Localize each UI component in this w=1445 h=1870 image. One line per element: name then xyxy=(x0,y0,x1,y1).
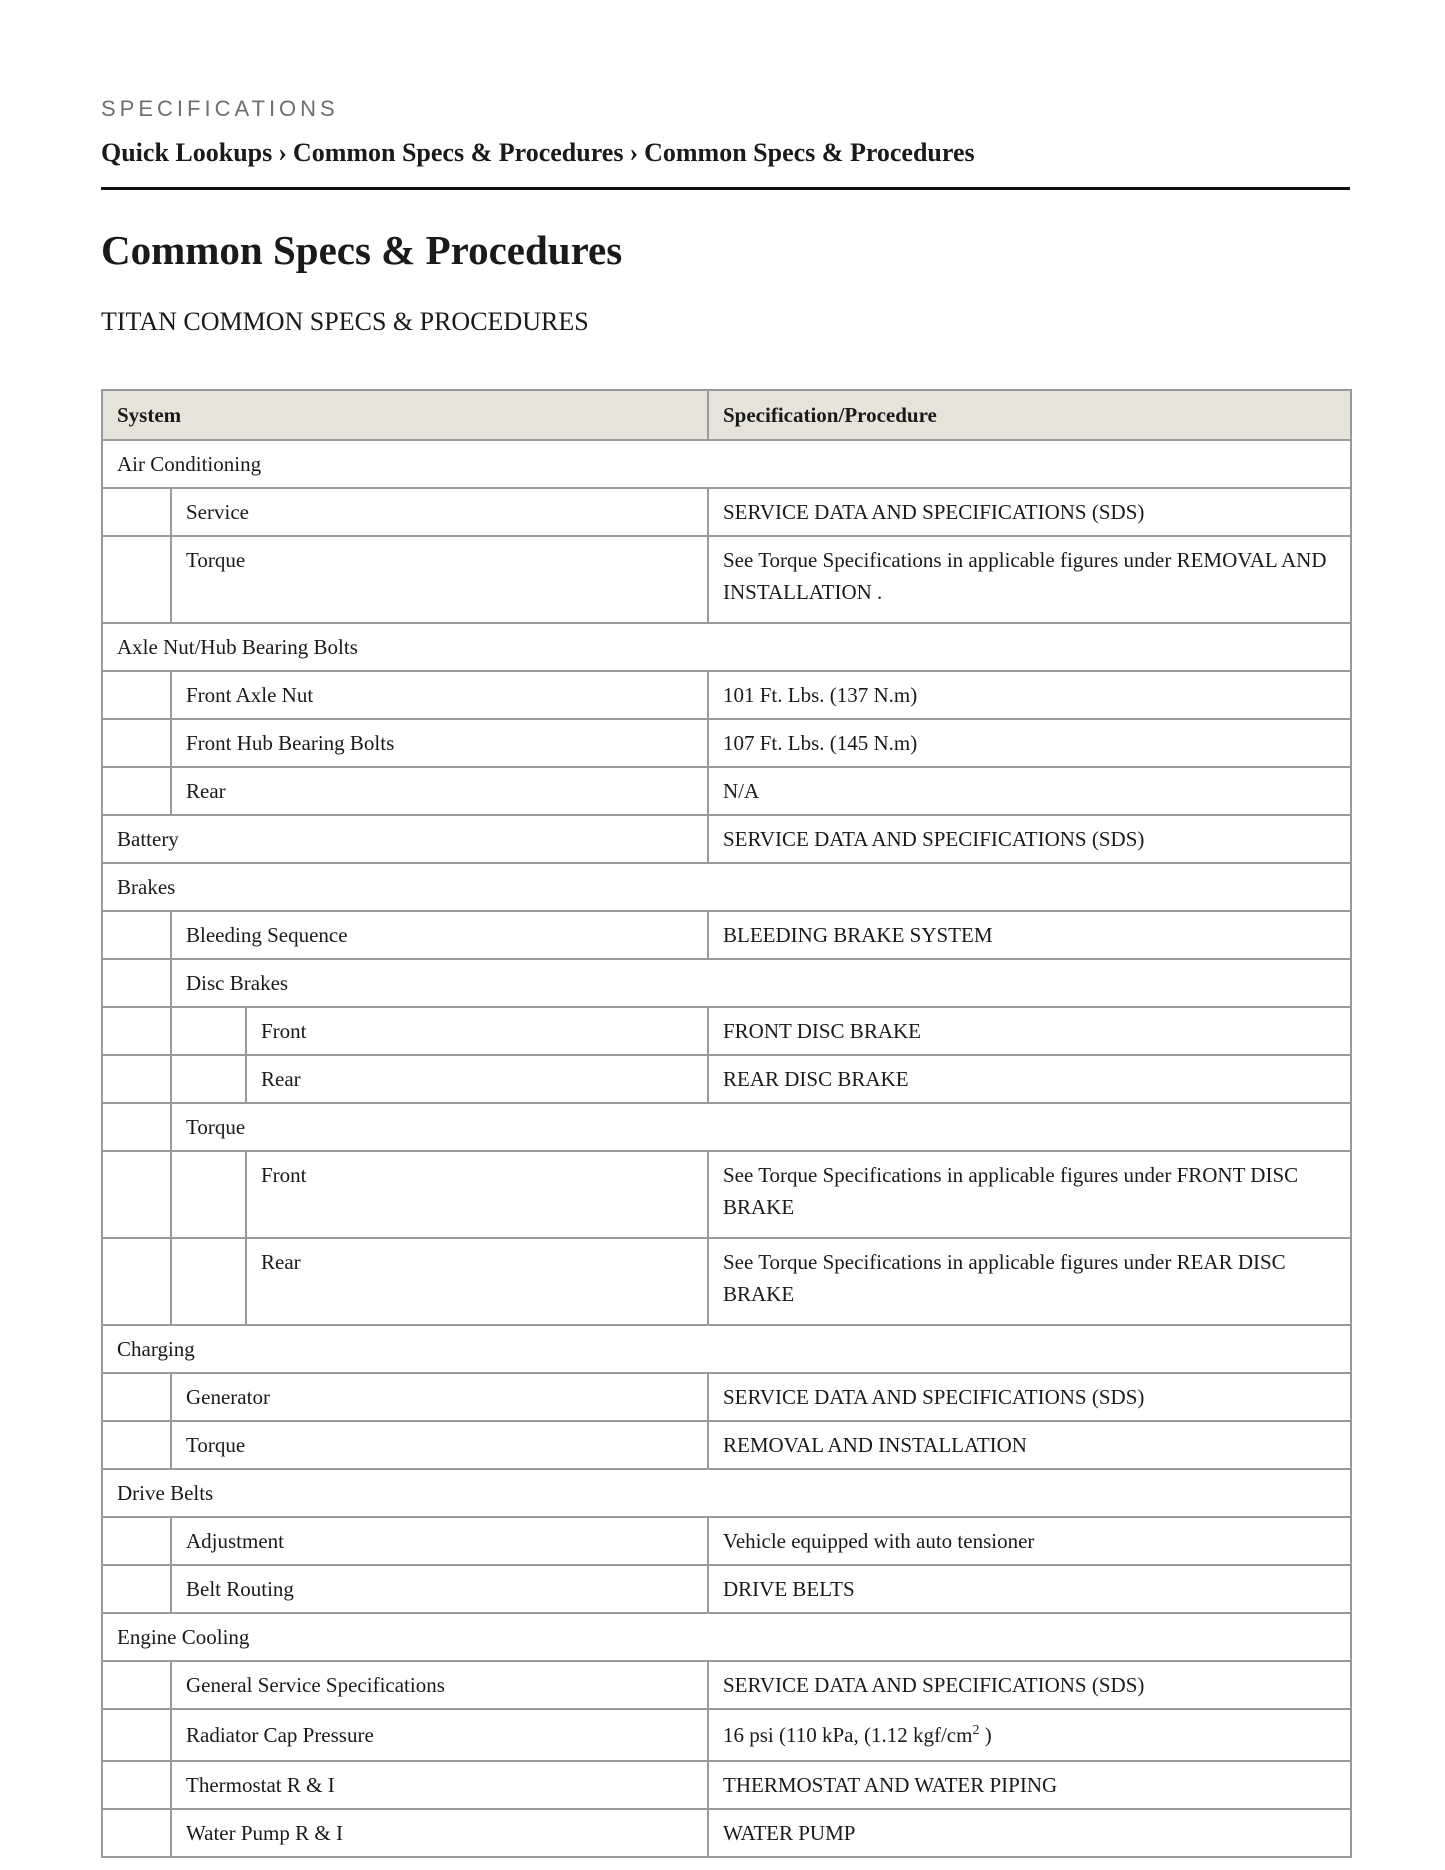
group-label: Axle Nut/Hub Bearing Bolts xyxy=(102,623,1351,671)
group-label: Brakes xyxy=(102,863,1351,911)
indent-cell xyxy=(102,1103,171,1151)
row-spec: BLEEDING BRAKE SYSTEM xyxy=(708,911,1351,959)
indent-cell xyxy=(102,1421,171,1469)
row-label: Rear xyxy=(246,1238,708,1325)
row-label: Water Pump R & I xyxy=(171,1809,708,1857)
header-divider xyxy=(101,187,1350,190)
indent-cell xyxy=(102,1517,171,1565)
row-spec: REMOVAL AND INSTALLATION xyxy=(708,1421,1351,1469)
table-row xyxy=(102,719,1351,767)
specs-table xyxy=(101,389,1352,1858)
row-spec: SERVICE DATA AND SPECIFICATIONS (SDS) xyxy=(708,1373,1351,1421)
table-row xyxy=(102,1373,1351,1421)
row-label: Torque xyxy=(171,536,708,623)
spec-superscript: 2 xyxy=(972,1723,980,1738)
table-group-row xyxy=(102,623,1351,671)
row-spec: WATER PUMP xyxy=(708,1809,1351,1857)
breadcrumb xyxy=(101,138,975,168)
table-row xyxy=(102,1421,1351,1469)
indent-cell xyxy=(171,1055,246,1103)
indent-cell xyxy=(102,767,171,815)
row-spec: 107 Ft. Lbs. (145 N.m) xyxy=(708,719,1351,767)
table-row xyxy=(102,1661,1351,1709)
row-label: Thermostat R & I xyxy=(171,1761,708,1809)
group-label: Air Conditioning xyxy=(102,440,1351,488)
row-label: Battery xyxy=(102,815,708,863)
row-spec: N/A xyxy=(708,767,1351,815)
table-group-row xyxy=(102,1325,1351,1373)
table-row xyxy=(102,1709,1351,1761)
indent-cell xyxy=(102,1373,171,1421)
table-row xyxy=(102,1517,1351,1565)
indent-cell xyxy=(102,959,171,1007)
page-title: Common Specs & Procedures xyxy=(101,227,623,273)
table-row xyxy=(102,536,1351,623)
column-header-system: System xyxy=(102,390,708,440)
row-label: Adjustment xyxy=(171,1517,708,1565)
row-label: Torque xyxy=(171,1421,708,1469)
subgroup-label: Torque xyxy=(171,1103,1351,1151)
indent-cell xyxy=(102,1709,171,1761)
table-row xyxy=(102,1055,1351,1103)
row-spec: SERVICE DATA AND SPECIFICATIONS (SDS) xyxy=(708,815,1351,863)
table-row xyxy=(102,1151,1351,1238)
row-spec: SERVICE DATA AND SPECIFICATIONS (SDS) xyxy=(708,1661,1351,1709)
row-label: Rear xyxy=(171,767,708,815)
table-row xyxy=(102,815,1351,863)
indent-cell xyxy=(102,671,171,719)
indent-cell xyxy=(102,1238,171,1325)
row-label: Front xyxy=(246,1151,708,1238)
indent-cell xyxy=(102,719,171,767)
indent-cell xyxy=(102,911,171,959)
row-label: Service xyxy=(171,488,708,536)
table-row xyxy=(102,1565,1351,1613)
table-row xyxy=(102,1238,1351,1325)
indent-cell xyxy=(102,1007,171,1055)
indent-cell xyxy=(171,1007,246,1055)
table-row xyxy=(102,1761,1351,1809)
row-spec xyxy=(708,1709,1351,1761)
row-spec: 101 Ft. Lbs. (137 N.m) xyxy=(708,671,1351,719)
row-label: Bleeding Sequence xyxy=(171,911,708,959)
row-spec: THERMOSTAT AND WATER PIPING xyxy=(708,1761,1351,1809)
row-spec: See Torque Specifications in applicable figures under REAR DISC BRAKE xyxy=(708,1238,1351,1325)
indent-cell xyxy=(102,1565,171,1613)
group-label: Charging xyxy=(102,1325,1351,1373)
page-subtitle: TITAN COMMON SPECS & PROCEDURES xyxy=(101,307,589,336)
row-label: Front xyxy=(246,1007,708,1055)
table-subgroup-row xyxy=(102,959,1351,1007)
row-label: Rear xyxy=(246,1055,708,1103)
table-subgroup-row xyxy=(102,1103,1351,1151)
group-label: Engine Cooling xyxy=(102,1613,1351,1661)
indent-cell xyxy=(171,1238,246,1325)
table-row xyxy=(102,671,1351,719)
breadcrumb-separator: › xyxy=(278,138,287,167)
indent-cell xyxy=(171,1151,246,1238)
section-eyebrow: SPECIFICATIONS xyxy=(101,96,339,121)
row-spec: See Torque Specifications in applicable figures under REMOVAL AND INSTALLATION . xyxy=(708,536,1351,623)
table-group-row xyxy=(102,1613,1351,1661)
row-label: Belt Routing xyxy=(171,1565,708,1613)
table-row xyxy=(102,1809,1351,1857)
indent-cell xyxy=(102,488,171,536)
row-spec: SERVICE DATA AND SPECIFICATIONS (SDS) xyxy=(708,488,1351,536)
indent-cell xyxy=(102,536,171,623)
column-header-spec: Specification/Procedure xyxy=(708,390,1351,440)
indent-cell xyxy=(102,1151,171,1238)
table-row xyxy=(102,911,1351,959)
table-group-row xyxy=(102,863,1351,911)
breadcrumb-item[interactable]: Common Specs & Procedures xyxy=(292,138,624,167)
row-label: Radiator Cap Pressure xyxy=(171,1709,708,1761)
breadcrumb-item[interactable]: Quick Lookups xyxy=(101,138,273,167)
table-group-row xyxy=(102,440,1351,488)
spec-text-tail: ) xyxy=(979,1723,992,1747)
subgroup-label: Disc Brakes xyxy=(171,959,1351,1007)
row-spec: REAR DISC BRAKE xyxy=(708,1055,1351,1103)
table-row xyxy=(102,1007,1351,1055)
row-label: Generator xyxy=(171,1373,708,1421)
group-label: Drive Belts xyxy=(102,1469,1351,1517)
row-label: Front Hub Bearing Bolts xyxy=(171,719,708,767)
breadcrumb-item-current: Common Specs & Procedures xyxy=(644,138,975,167)
row-spec: DRIVE BELTS xyxy=(708,1565,1351,1613)
row-spec: FRONT DISC BRAKE xyxy=(708,1007,1351,1055)
row-label: Front Axle Nut xyxy=(171,671,708,719)
table-header-row xyxy=(102,390,1351,440)
spec-text: 16 psi (110 kPa, (1.12 kgf/cm xyxy=(723,1723,973,1747)
indent-cell xyxy=(102,1661,171,1709)
row-label: General Service Specifications xyxy=(171,1661,708,1709)
table-row xyxy=(102,767,1351,815)
row-spec: Vehicle equipped with auto tensioner xyxy=(708,1517,1351,1565)
indent-cell xyxy=(102,1809,171,1857)
table-group-row xyxy=(102,1469,1351,1517)
indent-cell xyxy=(102,1761,171,1809)
breadcrumb-separator: › xyxy=(629,138,639,167)
indent-cell xyxy=(102,1055,171,1103)
row-spec: See Torque Specifications in applicable figures under FRONT DISC BRAKE xyxy=(708,1151,1351,1238)
table-row xyxy=(102,488,1351,536)
